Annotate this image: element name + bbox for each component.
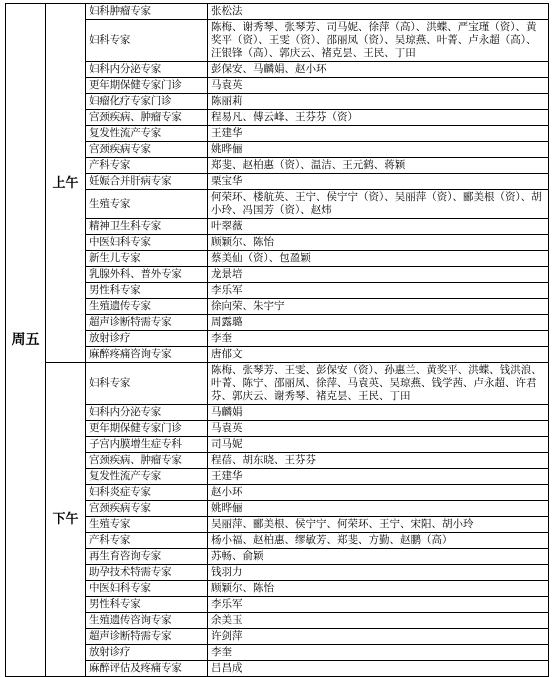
department-cell: 妊娠合并肝病专家 — [86, 174, 208, 190]
department-cell: 新生儿专家 — [86, 251, 208, 267]
doctors-cell: 陈梅、谢秀琴、张琴芳、司马妮、徐萍（高）、洪蝶、严宝瑾（资）、黄奖平（资）、王雯（资）、邵丽凤（资）、吴琼燕、叶菁、卢永超（高）、汪银锋（高）、郭庆云、褚克昙、王民、丁田 — [208, 20, 549, 62]
department-cell: 妇科炎症专家 — [86, 485, 208, 501]
table-row — [6, 126, 549, 142]
department-cell: 中医妇科专家 — [86, 235, 208, 251]
department-cell: 产科专家 — [86, 533, 208, 549]
department-cell: 生殖专家 — [86, 190, 208, 219]
doctors-cell: 蔡美仙（资）、包盈颖 — [208, 251, 549, 267]
department-cell: 生殖专家 — [86, 517, 208, 533]
table-row — [6, 315, 549, 331]
doctors-cell: 何荣环、楼航英、王宁、侯宁宁（资）、吴丽萍（资）、郦美根（资）、胡小玲、冯国芳（资）、赵炜 — [208, 190, 549, 219]
table-row — [6, 485, 549, 501]
table-row — [6, 219, 549, 235]
table-row — [6, 94, 549, 110]
doctors-cell: 王建华 — [208, 126, 549, 142]
table-row — [6, 251, 549, 267]
doctors-cell: 徐向荣、朱宇宁 — [208, 299, 549, 315]
department-cell: 男性科专家 — [86, 597, 208, 613]
department-cell: 复发性流产专家 — [86, 126, 208, 142]
department-cell: 中医妇科专家 — [86, 581, 208, 597]
doctors-cell: 李奎 — [208, 645, 549, 661]
department-cell: 妇瘤化疗专家门诊 — [86, 94, 208, 110]
table-row — [6, 469, 549, 485]
department-cell: 超声诊断特需专家 — [86, 629, 208, 645]
table-row — [6, 283, 549, 299]
doctors-cell: 王建华 — [208, 469, 549, 485]
department-cell: 放射诊疗 — [86, 331, 208, 347]
table-row — [6, 613, 549, 629]
department-cell: 生殖遗传专家 — [86, 299, 208, 315]
session-label: 下午 — [46, 363, 86, 677]
doctors-cell: 李奎 — [208, 331, 549, 347]
table-row — [6, 533, 549, 549]
department-cell: 子宫内膜增生症专科 — [86, 437, 208, 453]
department-cell: 复发性流产专家 — [86, 469, 208, 485]
department-cell: 麻醉疼痛咨询专家 — [86, 347, 208, 363]
department-cell: 男性科专家 — [86, 283, 208, 299]
doctors-cell: 唐郁文 — [208, 347, 549, 363]
doctors-cell: 苏畅、俞颖 — [208, 549, 549, 565]
table-row — [6, 20, 549, 62]
doctors-cell: 马袁英 — [208, 78, 549, 94]
doctors-cell: 周露璐 — [208, 315, 549, 331]
doctors-cell: 张松法 — [208, 4, 549, 20]
doctors-cell: 陈丽莉 — [208, 94, 549, 110]
department-cell: 更年期保健专家门诊 — [86, 78, 208, 94]
department-cell: 再生育咨询专家 — [86, 549, 208, 565]
department-cell: 宫颈疾病、肿瘤专家 — [86, 110, 208, 126]
doctors-cell: 钱羽力 — [208, 565, 549, 581]
department-cell: 妇科内分泌专家 — [86, 405, 208, 421]
session-label: 上午 — [46, 4, 86, 363]
doctors-cell: 程蓓、胡东晓、王芬芬 — [208, 453, 549, 469]
doctors-cell: 赵小环 — [208, 485, 549, 501]
table-row — [6, 347, 549, 363]
table-row — [6, 565, 549, 581]
doctors-cell: 马麟娟 — [208, 405, 549, 421]
doctors-cell: 吴丽萍、郦美根、侯宁宁、何荣环、王宁、宋阳、胡小玲 — [208, 517, 549, 533]
table-row — [6, 158, 549, 174]
table-row — [6, 299, 549, 315]
department-cell: 生殖遗传咨询专家 — [86, 613, 208, 629]
table-row — [6, 661, 549, 677]
doctors-cell: 吕昌成 — [208, 661, 549, 677]
department-cell: 更年期保健专家门诊 — [86, 421, 208, 437]
table-row — [6, 267, 549, 283]
department-cell: 妇科内分泌专家 — [86, 62, 208, 78]
doctors-cell: 彭保安、马麟娟、赵小环 — [208, 62, 549, 78]
table-row — [6, 645, 549, 661]
table-row — [6, 629, 549, 645]
doctors-cell: 余美玉 — [208, 613, 549, 629]
doctors-cell: 李乐军 — [208, 283, 549, 299]
table-row — [6, 62, 549, 78]
table-row — [6, 517, 549, 533]
department-cell: 妇科专家 — [86, 363, 208, 405]
table-row — [6, 78, 549, 94]
doctors-cell: 姚晔俪 — [208, 501, 549, 517]
table-row — [6, 363, 549, 405]
doctors-cell: 李乐军 — [208, 597, 549, 613]
table-row — [6, 549, 549, 565]
table-row — [6, 110, 549, 126]
table-row — [6, 190, 549, 219]
department-cell: 放射诊疗 — [86, 645, 208, 661]
department-cell: 宫颈疾病专家 — [86, 142, 208, 158]
doctors-cell: 杨小福、赵柏惠、缪敏芳、郑斐、方勤、赵鹏（高） — [208, 533, 549, 549]
doctors-cell: 龙景培 — [208, 267, 549, 283]
table-row — [6, 453, 549, 469]
department-cell: 助孕技术特需专家 — [86, 565, 208, 581]
doctors-cell: 叶翠薇 — [208, 219, 549, 235]
department-cell: 妇科专家 — [86, 20, 208, 62]
table-row — [6, 331, 549, 347]
department-cell: 宫颈疾病专家 — [86, 501, 208, 517]
table-row — [6, 142, 549, 158]
doctors-cell: 姚晔俪 — [208, 142, 549, 158]
doctors-cell: 司马妮 — [208, 437, 549, 453]
table-row — [6, 437, 549, 453]
table-row — [6, 4, 549, 20]
doctors-cell: 马袁英 — [208, 421, 549, 437]
department-cell: 产科专家 — [86, 158, 208, 174]
table-row — [6, 405, 549, 421]
doctors-cell: 程易凡、傅云峰、王芬芬（资） — [208, 110, 549, 126]
department-cell: 宫颈疾病、肿瘤专家 — [86, 453, 208, 469]
table-row — [6, 597, 549, 613]
department-cell: 超声诊断特需专家 — [86, 315, 208, 331]
doctors-cell: 顾颖尔、陈怡 — [208, 581, 549, 597]
table-row — [6, 581, 549, 597]
department-cell: 麻醉评估及疼痛专家 — [86, 661, 208, 677]
schedule-body — [6, 4, 549, 677]
table-row — [6, 421, 549, 437]
day-label: 周五 — [6, 4, 46, 677]
table-row — [6, 235, 549, 251]
doctors-cell: 陈梅、张琴芳、王雯、彭保安（资）、孙惠兰、黄奖平、洪蝶、钱洪浪、叶菁、陈宁、邵丽凤、徐萍、马袁英、吴琼燕、钱学茜、卢永超、许君芬、郭庆云、谢秀琴、褚克昙、王民、丁田 — [208, 363, 549, 405]
doctors-cell: 栗宝华 — [208, 174, 549, 190]
table-row — [6, 174, 549, 190]
department-cell: 乳腺外科、普外专家 — [86, 267, 208, 283]
department-cell: 精神卫生科专家 — [86, 219, 208, 235]
doctors-cell: 顾颖尔、陈怡 — [208, 235, 549, 251]
schedule-table — [5, 3, 549, 677]
department-cell: 妇科肿瘤专家 — [86, 4, 208, 20]
doctors-cell: 郑斐、赵柏惠（资）、温洁、王元鹤、蒋颖 — [208, 158, 549, 174]
doctors-cell: 许剑萍 — [208, 629, 549, 645]
table-row — [6, 501, 549, 517]
